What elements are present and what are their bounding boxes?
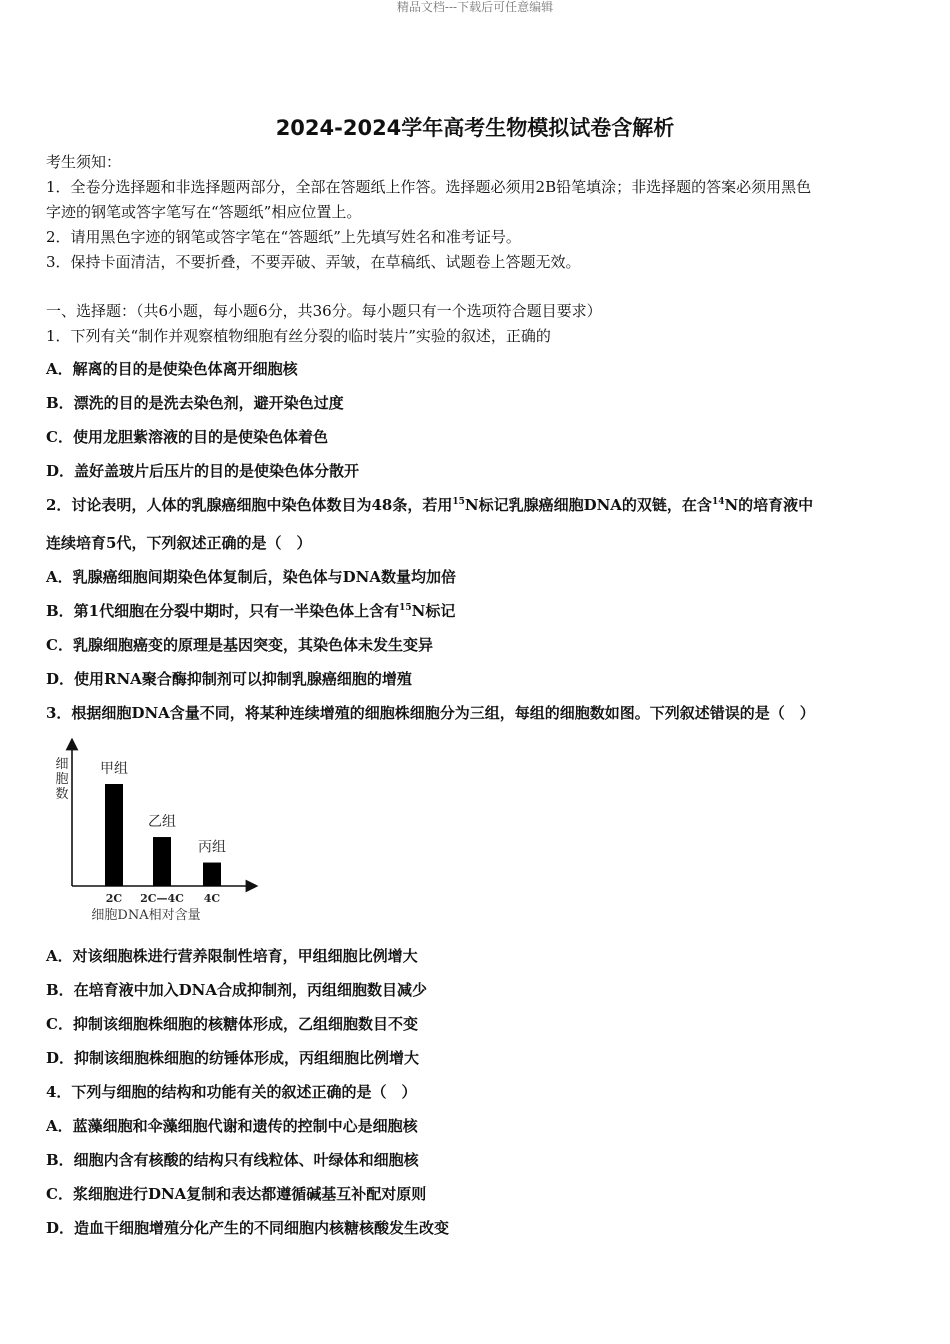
chart-tick-label: 2C—4C: [140, 892, 184, 905]
q2-option-b-pre: B．第1代细胞在分裂中期时，只有一半染色体上含有: [46, 602, 400, 620]
q2-stem-part-a: 2．讨论表明，人体的乳腺癌细胞中染色体数目为48条，若用: [46, 496, 453, 514]
q4-option-a: A．蓝藻细胞和伞藻细胞代谢和遗传的控制中心是细胞核: [46, 1117, 418, 1135]
q3-stem: 3．根据细胞DNA含量不同，将某种连续增殖的细胞株细胞分为三组，每组的细胞数如图。下列叙述错误的是（ ）: [46, 704, 815, 722]
chart-ylabel-char: 胞: [55, 772, 69, 787]
q1-stem: 1．下列有关“制作并观察植物细胞有丝分裂的临时装片”实验的叙述，正确的: [46, 327, 551, 345]
notice-item-2: 2．请用黑色字迹的钢笔或答字笔在“答题纸”上先填写姓名和准考证号。: [46, 228, 521, 246]
q2-isotope-14: 14: [711, 497, 725, 507]
q1-option-d: D．盖好盖玻片后压片的目的是使染色体分散开: [46, 462, 360, 480]
chart-tick-label: 2C: [105, 892, 123, 905]
q4-option-d: D．造血干细胞增殖分化产生的不同细胞内核糖核酸发生改变: [46, 1219, 450, 1237]
q2-option-d: D．使用RNA聚合酶抑制剂可以抑制乳腺癌细胞的增殖: [46, 670, 412, 688]
q2-option-c: C．乳腺细胞癌变的原理是基因突变，其染色体未发生变异: [46, 636, 433, 654]
q3-option-d: D．抑制该细胞株细胞的纺锤体形成，丙组细胞比例增大: [46, 1049, 420, 1067]
q2-stem-part-c: N的培育液中: [724, 496, 814, 514]
chart-bar: [105, 784, 123, 886]
q4-stem: 4．下列与细胞的结构和功能有关的叙述正确的是（ ）: [46, 1083, 417, 1101]
q3-option-a: A．对该细胞株进行营养限制性培育，甲组细胞比例增大: [46, 947, 418, 965]
section-heading: 一、选择题：（共6小题，每小题6分，共36分。每小题只有一个选项符合题目要求）: [46, 302, 602, 320]
chart-ylabel: [55, 757, 68, 802]
q1-option-c: C．使用龙胆紫溶液的目的是使染色体着色: [46, 428, 328, 446]
q2-option-b-isotope: 15: [399, 603, 412, 613]
notice-heading: 考生须知：: [46, 153, 122, 171]
notice-item-1: 1．全卷分选择题和非选择题两部分，全部在答题纸上作答。选择题必须用2B铅笔填涂；非选择题的答案必须用黑色: [46, 178, 812, 196]
q3-option-b: B．在培育液中加入DNA合成抑制剂，丙组细胞数目减少: [46, 981, 428, 999]
q2-option-b-post: N标记: [411, 602, 456, 620]
chart-bar-label: 乙组: [148, 814, 176, 831]
chart-bar: [203, 863, 221, 886]
chart-ylabel-char: 数: [55, 787, 69, 802]
chart-tick-label: 4C: [203, 892, 221, 905]
q3-bar-chart: [50, 738, 260, 923]
chart-bar-label: 丙组: [198, 839, 226, 856]
q3-option-c: C．抑制该细胞株细胞的核糖体形成，乙组细胞数目不变: [46, 1015, 418, 1033]
q1-option-b: B．漂洗的目的是洗去染色剂，避开染色过度: [46, 394, 344, 412]
q2-option-b: [46, 601, 455, 621]
chart-bar: [153, 837, 171, 886]
q1-option-a: A．解离的目的是使染色体离开细胞核: [46, 360, 298, 378]
q2-option-a: A．乳腺癌细胞间期染色体复制后，染色体与DNA数量均加倍: [46, 568, 456, 586]
chart-ylabel-char: 细: [55, 757, 69, 772]
q4-option-b: B．细胞内含有核酸的结构只有线粒体、叶绿体和细胞核: [46, 1151, 419, 1169]
q2-isotope-15: 15: [452, 497, 465, 507]
q2-stem-part-b: N标记乳腺癌细胞DNA的双链，在含: [464, 496, 712, 514]
q4-option-c: C．浆细胞进行DNA复制和表达都遵循碱基互补配对原则: [46, 1185, 427, 1203]
chart-xlabel: 细胞DNA相对含量: [91, 908, 201, 923]
notice-item-3: 3．保持卡面清洁，不要折叠，不要弄破、弄皱，在草稿纸、试题卷上答题无效。: [46, 253, 581, 271]
page-title: 2024-2024学年高考生物模拟试卷含解析: [275, 116, 675, 140]
chart-bars: [100, 761, 226, 905]
q2-stem-line2: 连续培育5代，下列叙述正确的是（ ）: [46, 534, 312, 552]
notice-item-1-cont: 字迹的钢笔或答字笔写在“答题纸”相应位置上。: [46, 203, 362, 221]
header-watermark: 精品文档---下载后可任意编辑: [396, 0, 554, 14]
chart-svg: [50, 738, 260, 923]
chart-bar-label: 甲组: [100, 761, 128, 777]
q2-stem: [46, 495, 813, 515]
